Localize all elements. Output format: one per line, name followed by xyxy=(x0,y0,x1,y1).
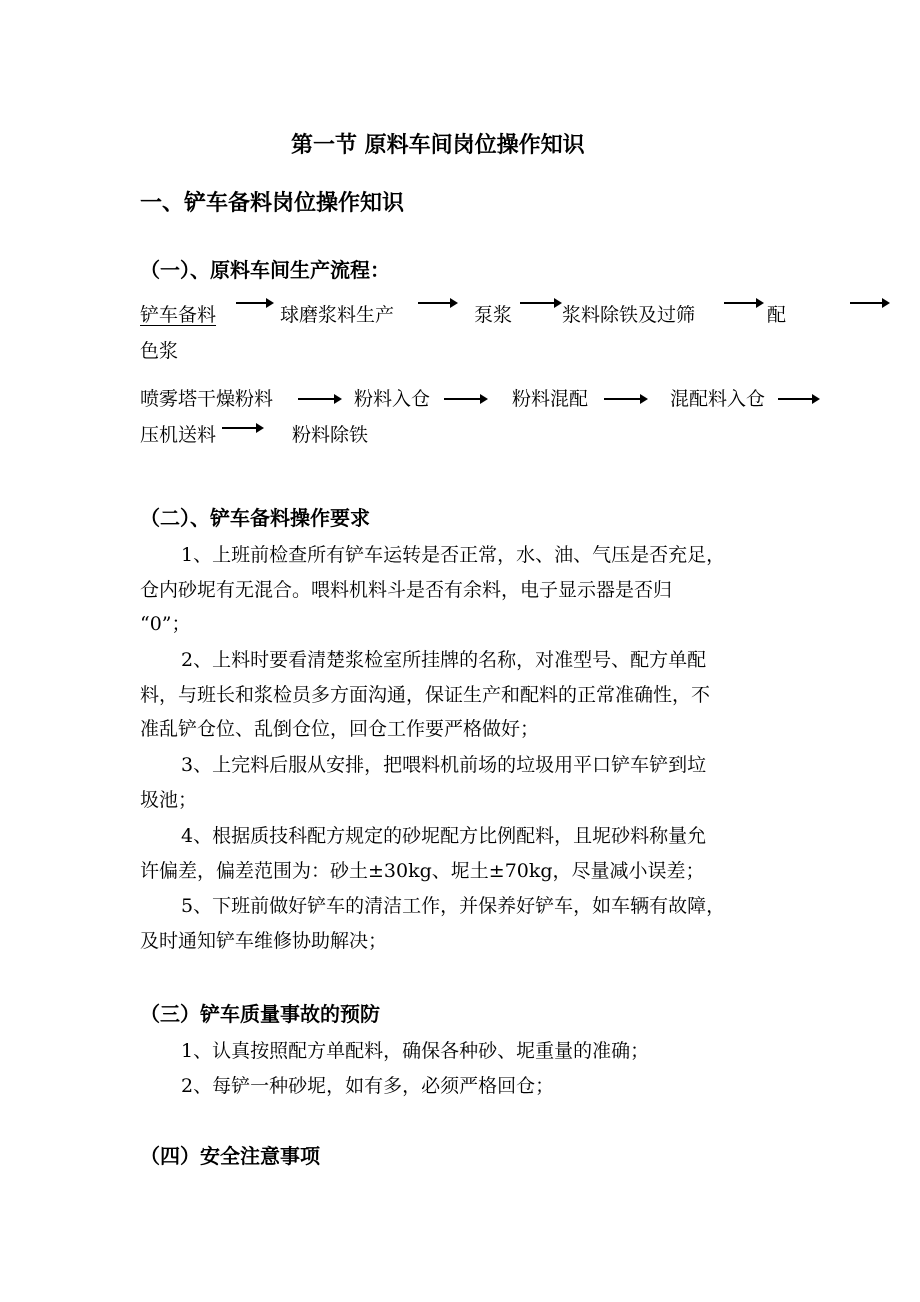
paragraph-line: “0”； xyxy=(140,613,191,635)
subsection-heading-4: （四）安全注意事项 xyxy=(140,1144,320,1168)
flow-arrow-icon xyxy=(604,398,646,400)
flow-step: 浆料除铁及过筛 xyxy=(562,304,696,326)
flow-arrow-icon xyxy=(724,302,762,304)
flow-step: 粉料除铁 xyxy=(292,424,369,446)
flow-arrow-icon xyxy=(850,302,888,304)
paragraph-line: 许偏差，偏差范围为：砂土±30kg、坭土±70kg，尽量减小误差； xyxy=(140,860,705,882)
flow-step: 泵浆 xyxy=(474,304,513,326)
paragraph-line: 1、认真按照配方单配料，确保各种砂、坭重量的准确； xyxy=(181,1040,650,1062)
flow-step: 球磨浆料生产 xyxy=(280,304,395,326)
flow-arrow-icon xyxy=(236,302,272,304)
flow-arrow-icon xyxy=(520,302,560,304)
subsection-heading-3: （三）铲车质量事故的预防 xyxy=(140,1002,380,1026)
flow-arrow-icon xyxy=(222,427,262,429)
flow-arrow-icon xyxy=(444,398,486,400)
flow-step: 铲车备料 xyxy=(140,304,217,326)
paragraph-line: 3、上完料后服从安排，把喂料机前场的垃圾用平口铲车铲到垃 xyxy=(181,754,707,776)
flow-arrow-icon xyxy=(298,398,340,400)
flow-step: 粉料入仓 xyxy=(354,388,431,410)
paragraph-line: 1、上班前检查所有铲车运转是否正常，水、油、气压是否充足， xyxy=(181,544,726,566)
paragraph-line: 准乱铲仓位、乱倒仓位，回仓工作要严格做好； xyxy=(140,718,540,740)
section-heading: 一、铲车备料岗位操作知识 xyxy=(140,190,405,216)
paragraph-line: 仓内砂坭有无混合。喂料机料斗是否有余料，电子显示器是否归 xyxy=(140,579,673,601)
paragraph-line: 2、上料时要看清楚浆检室所挂牌的名称，对准型号、配方单配 xyxy=(181,649,707,671)
paragraph-line: 及时通知铲车维修协助解决； xyxy=(140,930,388,952)
flow-step: 压机送料 xyxy=(140,424,217,446)
paragraph-line: 料，与班长和浆检员多方面沟通，保证生产和配料的正常准确性，不 xyxy=(140,684,711,706)
flow-step: 混配料入仓 xyxy=(670,388,766,410)
subsection-heading-2: （二）、铲车备料操作要求 xyxy=(140,506,370,530)
flow-step: 配 xyxy=(767,304,787,326)
subsection-heading-1: （一）、原料车间生产流程： xyxy=(140,258,390,282)
flow-step-wrap: 色浆 xyxy=(140,340,179,362)
flow-step: 粉料混配 xyxy=(512,388,589,410)
paragraph-line: 圾池； xyxy=(140,789,198,811)
paragraph-line: 4、根据质技科配方规定的砂坭配方比例配料，且坭砂料称量允 xyxy=(181,825,707,847)
flow-step: 喷雾塔干燥粉料 xyxy=(140,388,274,410)
paragraph-line: 2、每铲一种砂坭，如有多，必须严格回仓； xyxy=(181,1075,555,1097)
flow-arrow-icon xyxy=(778,398,818,400)
flow-arrow-icon xyxy=(418,302,456,304)
page-title: 第一节 原料车间岗位操作知识 xyxy=(291,132,585,158)
paragraph-line: 5、下班前做好铲车的清洁工作，并保养好铲车，如车辆有故障， xyxy=(181,895,726,917)
